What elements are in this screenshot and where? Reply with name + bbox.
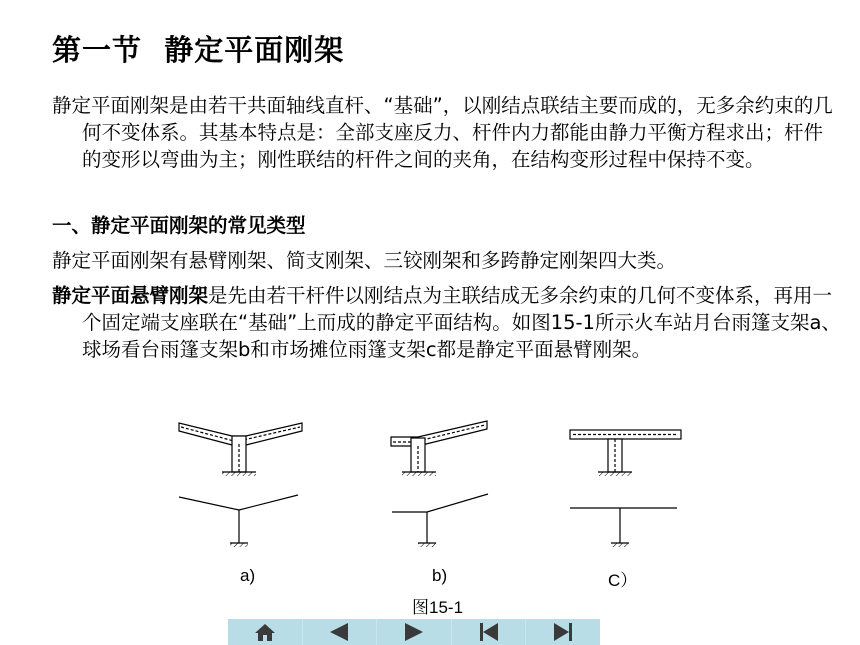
last-button[interactable] bbox=[526, 619, 600, 645]
next-button[interactable] bbox=[377, 619, 452, 645]
cantilever-text: 是先由若干杆件以刚结点为主联结成无多余约束的几何不变体系，再用一个固定端支座联在“基础”上而成的静定平面结构。如图15-1所示火车站月台雨篷支架a、球场看台雨篷支架b和市场摊位雨篷支架c都是静定平面悬臂刚架。 bbox=[82, 284, 841, 361]
home-icon bbox=[254, 622, 276, 642]
canopy-b-diagram bbox=[392, 494, 488, 547]
label-a: a) bbox=[240, 566, 256, 585]
home-button[interactable] bbox=[228, 619, 303, 645]
label-b: b) bbox=[432, 566, 448, 585]
previous-button[interactable] bbox=[303, 619, 378, 645]
canopy-c-diagram bbox=[570, 508, 677, 547]
figure-caption: 图15-1 bbox=[412, 598, 464, 617]
canopy-a-structure bbox=[179, 423, 302, 476]
label-c: C） bbox=[608, 571, 638, 590]
slide-navigation-bar bbox=[228, 619, 600, 645]
subheading: 一、静定平面刚架的常见类型 bbox=[52, 214, 306, 237]
first-button[interactable] bbox=[452, 619, 527, 645]
section-title: 第一节 静定平面刚架 bbox=[52, 33, 345, 67]
cantilever-term: 静定平面悬臂刚架 bbox=[52, 284, 209, 307]
next-icon bbox=[403, 622, 425, 642]
last-icon bbox=[552, 622, 574, 642]
previous-icon bbox=[328, 622, 350, 642]
intro-paragraph: 静定平面刚架是由若干共面轴线直杆、“基础”，以刚结点联结主要而成的，无多余约束的几何不变体系。其基本特点是：全部支座反力、杆件内力都能由静力平衡方程求出；杆件的变形以弯曲为主；刚性联结的杆件之间的夹角，在结构变形过程中保持不变。 bbox=[52, 94, 833, 171]
canopy-b-structure bbox=[391, 421, 487, 476]
canopy-c-structure bbox=[570, 430, 681, 476]
first-icon bbox=[478, 622, 500, 642]
canopy-a-diagram bbox=[179, 495, 298, 547]
types-paragraph: 静定平面刚架有悬臂刚架、简支刚架、三铰刚架和多跨静定刚架四大类。 bbox=[52, 249, 677, 272]
